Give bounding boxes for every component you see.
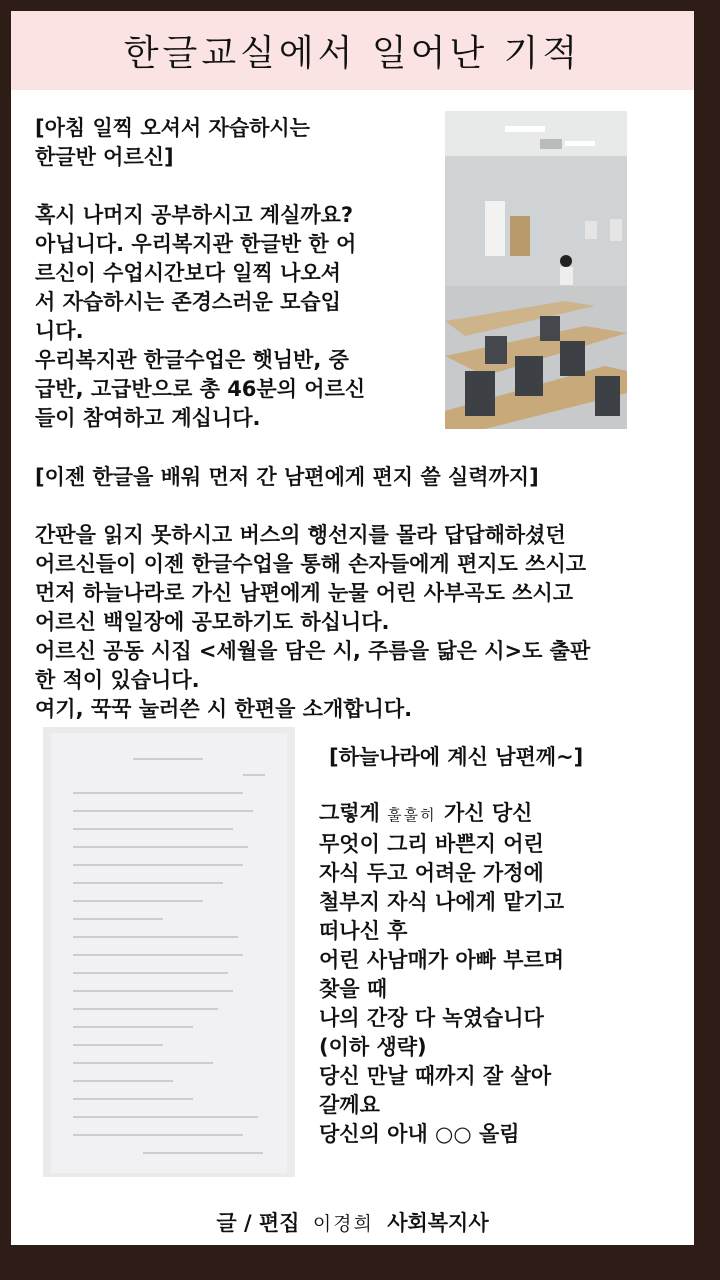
classroom-photo — [445, 111, 627, 429]
page-frame — [11, 11, 694, 1245]
footer-prefix: 글 / 편집 — [216, 1211, 300, 1235]
poem-line1-small: 훌훌히 — [387, 806, 437, 824]
poem-line1-pre: 그렇게 — [319, 801, 388, 825]
poem-rest: 무엇이 그리 바쁜지 어린 자식 두고 어려운 가정에 철부지 자식 나에게 맡기고 떠나신 후 어린 사남매가 아빠 부르며 찾을 때 나의 간장 다 녹였습니다 (이하 생략) 당신 만날 때까지 잘 살아 갈께요 당신의 아내 ○○ 올림 — [319, 832, 565, 1146]
handwritten-letter-photo — [43, 727, 295, 1177]
title-bar — [11, 11, 694, 90]
footer-name: 이경희 — [312, 1213, 374, 1235]
poem-body — [319, 799, 679, 1149]
poem-heading: [하늘나라에 계신 남편께~] — [329, 745, 584, 769]
section1-body: 혹시 나머지 공부하시고 계실까요? 아닙니다. 우리복지관 한글반 한 어 르신이 수업시간보다 일찍 나오셔 서 자습하시는 존경스러운 모습입 니다. 우리복지관 한글수업은 햇님반, 중 급반, 고급반으로 총 46분의 어르신 들이 참여하고 계십니다. — [35, 203, 366, 430]
section2-body: 간판을 읽지 못하시고 버스의 행선지를 몰라 답답해하셨던 어르신들이 이젠 한글수업을 통해 손자들에게 편지도 쓰시고 먼저 하늘나라로 가신 남편에게 눈물 어린 사부곡도 쓰시고 어르신 백일장에 공모하기도 하십니다. 어르신 공동 시집 <세월을 담은 시, 주름을 닮은 시>도 출판 한 적이 있습니다. 여기, 꾹꾹 눌러쓴 시 한편을 소개합니다. — [35, 523, 591, 721]
section1-heading: [아침 일찍 오셔서 자습하시는 한글반 어르신] — [35, 116, 310, 169]
footer-role: 사회복지사 — [387, 1211, 489, 1235]
poem-line1-post: 가신 당신 — [436, 801, 533, 825]
page-title: 한글교실에서 일어난 기적 — [123, 33, 582, 74]
footer-credit — [11, 1207, 694, 1237]
section2-heading: [이젠 한글을 배워 먼저 간 남편에게 편지 쓸 실력까지] — [35, 465, 539, 489]
